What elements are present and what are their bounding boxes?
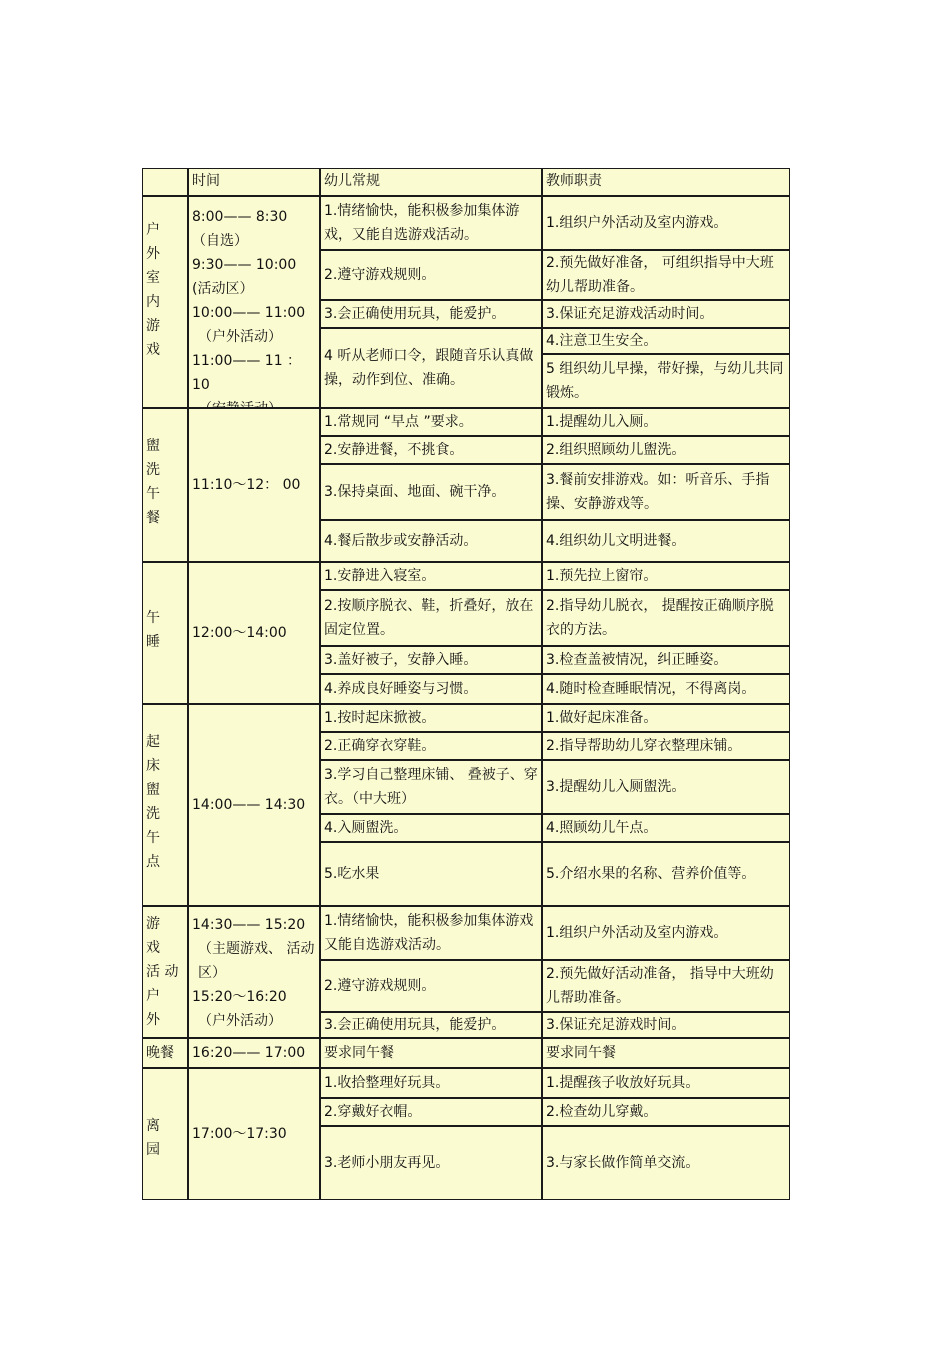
period-name: 户 外 室 内 游 戏 — [142, 196, 188, 408]
period-name: 起 床 盥 洗 午 点 — [142, 704, 188, 906]
time-line: 14:30—— 15:20 — [192, 917, 306, 933]
teacher-duty-cell: 4.注意卫生安全。 — [542, 328, 790, 354]
teacher-duty-cell: 4.随时检查睡眠情况，不得离岗。 — [542, 674, 790, 704]
time-note: （户外活动） — [198, 1013, 282, 1029]
teacher-duty-cell: 1.组织户外活动及室内游戏。 — [542, 906, 790, 960]
child-routine-cell: 4 听从老师口令，跟随音乐认真做操，动作到位、准确。 — [320, 328, 542, 408]
child-routine-cell: 3.会正确使用玩具，能爱护。 — [320, 300, 542, 328]
child-routine-cell: 4.入厕盥洗。 — [320, 814, 542, 842]
time-note: （主题游戏、 活动区） — [198, 941, 315, 981]
teacher-duty-cell: 1.预先拉上窗帘。 — [542, 562, 790, 590]
teacher-duty-cell: 3.检查盖被情况，纠正睡姿。 — [542, 646, 790, 674]
child-routine-cell: 2.安静进餐，不挑食。 — [320, 436, 542, 464]
child-routine-cell: 3.老师小朋友再见。 — [320, 1126, 542, 1200]
teacher-duty-cell: 2.指导幼儿脱衣， 提醒按正确顺序脱衣的方法。 — [542, 590, 790, 646]
child-routine-cell: 1.收拾整理好玩具。 — [320, 1068, 542, 1098]
child-routine-cell: 5.吃水果 — [320, 842, 542, 906]
time-note: （户外活动） — [198, 329, 282, 345]
period-name: 盥 洗 午 餐 — [142, 408, 188, 562]
teacher-duty-cell: 2.指导帮助幼儿穿衣整理床铺。 — [542, 732, 790, 760]
child-routine-cell: 3.学习自己整理床铺、 叠被子、穿衣。（中大班） — [320, 760, 542, 814]
period-time — [188, 906, 320, 1038]
period-name: 游 戏 活 动 户 外 — [142, 906, 188, 1038]
teacher-duty-cell: 3.餐前安排游戏。如：听音乐、手指操、安静游戏等。 — [542, 464, 790, 520]
teacher-duty-cell: 1.提醒幼儿入厕。 — [542, 408, 790, 436]
period-time: 12:00～14:00 — [188, 562, 320, 704]
child-routine-cell: 3.盖好被子，安静入睡。 — [320, 646, 542, 674]
teacher-duty-cell: 2.预先做好准备， 可组织指导中大班幼儿帮助准备。 — [542, 250, 790, 300]
child-routine-cell: 1.情绪愉快，能积极参加集体游戏又能自选游戏活动。 — [320, 906, 542, 960]
period-time — [188, 196, 320, 408]
child-routine-cell: 3.会正确使用玩具，能爱护。 — [320, 1012, 542, 1038]
period-name: 离 园 — [142, 1068, 188, 1200]
teacher-duty-cell: 5 组织幼儿早操，带好操，与幼儿共同锻炼。 — [542, 354, 790, 408]
teacher-duty-cell: 2.检查幼儿穿戴。 — [542, 1098, 790, 1126]
child-routine-cell: 要求同午餐 — [320, 1038, 542, 1068]
child-routine-cell: 1.情绪愉快，能积极参加集体游戏，又能自选游戏活动。 — [320, 196, 542, 250]
period-time: 14:00—— 14:30 — [188, 704, 320, 906]
child-routine-cell: 2.穿戴好衣帽。 — [320, 1098, 542, 1126]
teacher-duty-cell: 3.与家长做作简单交流。 — [542, 1126, 790, 1200]
period-time: 11:10～12： 00 — [188, 408, 320, 562]
child-routine-cell: 2.按顺序脱衣、鞋，折叠好，放在固定位置。 — [320, 590, 542, 646]
header-time: 时间 — [188, 168, 320, 196]
child-routine-cell: 2.遵守游戏规则。 — [320, 960, 542, 1012]
period-time: 17:00～17:30 — [188, 1068, 320, 1200]
teacher-duty-cell: 1.组织户外活动及室内游戏。 — [542, 196, 790, 250]
teacher-duty-cell: 2.组织照顾幼儿盥洗。 — [542, 436, 790, 464]
teacher-duty-cell: 要求同午餐 — [542, 1038, 790, 1068]
teacher-duty-cell: 3.保证充足游戏活动时间。 — [542, 300, 790, 328]
child-routine-cell: 4.养成良好睡姿与习惯。 — [320, 674, 542, 704]
time-line: 10:00—— 11:00 — [192, 305, 306, 321]
time-line: 15:20～16:20 — [192, 989, 287, 1005]
period-name: 午 睡 — [142, 562, 188, 704]
teacher-duty-cell: 1.提醒孩子收放好玩具。 — [542, 1068, 790, 1098]
period-time: 16:20—— 17:00 — [188, 1038, 320, 1068]
time-line: 8:00—— 8:30 （自选） — [192, 209, 288, 249]
period-name: 晚餐 — [142, 1038, 188, 1068]
teacher-duty-cell: 1.做好起床准备。 — [542, 704, 790, 732]
header-cell-blank — [142, 168, 188, 196]
daily-schedule-table — [142, 168, 790, 1200]
child-routine-cell: 2.遵守游戏规则。 — [320, 250, 542, 300]
child-routine-cell: 3.保持桌面、地面、碗干净。 — [320, 464, 542, 520]
child-routine-cell: 2.正确穿衣穿鞋。 — [320, 732, 542, 760]
child-routine-cell: 1.按时起床掀被。 — [320, 704, 542, 732]
teacher-duty-cell: 4.组织幼儿文明进餐。 — [542, 520, 790, 562]
teacher-duty-cell: 2.预先做好活动准备， 指导中大班幼儿帮助准备。 — [542, 960, 790, 1012]
child-routine-cell: 1.安静进入寝室。 — [320, 562, 542, 590]
teacher-duty-cell: 3.提醒幼儿入厕盥洗。 — [542, 760, 790, 814]
teacher-duty-cell: 5.介绍水果的名称、营养价值等。 — [542, 842, 790, 906]
time-line: 11:00—— 11 ： 10 — [192, 353, 302, 393]
child-routine-cell: 4.餐后散步或安静活动。 — [320, 520, 542, 562]
child-routine-cell: 1.常规同 “早点 ”要求。 — [320, 408, 542, 436]
time-line: 9:30—— 10:00 (活动区） — [192, 257, 297, 297]
header-teacher-duty: 教师职责 — [542, 168, 790, 196]
teacher-duty-cell: 3.保证充足游戏时间。 — [542, 1012, 790, 1038]
header-child-routine: 幼儿常规 — [320, 168, 542, 196]
teacher-duty-cell: 4.照顾幼儿午点。 — [542, 814, 790, 842]
